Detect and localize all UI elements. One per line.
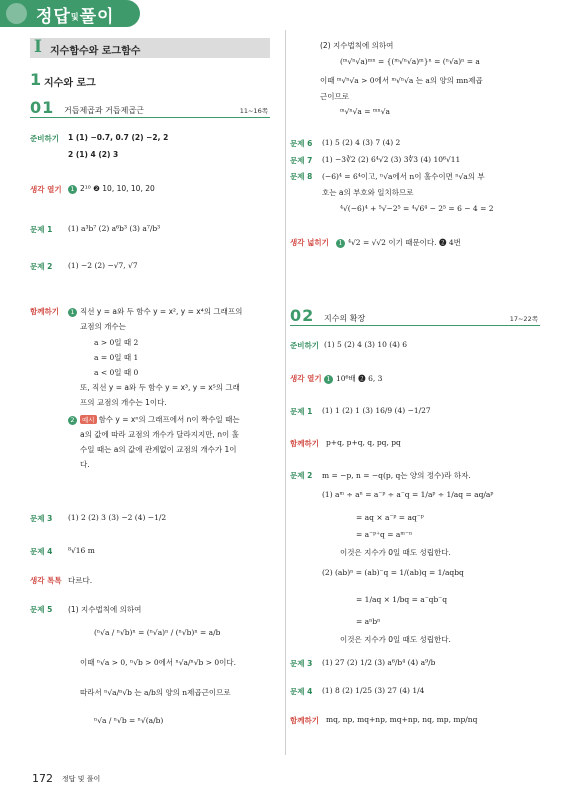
prep2-answer: (1) 5 (2) 4 (3) 10 (4) 6 xyxy=(324,340,408,349)
r5: ᵐ√ⁿ√a = ᵐⁿ√a xyxy=(340,107,391,116)
section-title: 지수와 로그 xyxy=(44,78,96,89)
header-tab xyxy=(0,0,140,27)
q2-line-2: (1) aᵐ ÷ aⁿ = a⁻ᵖ ÷ a⁻q = 1/aᵖ ÷ 1/aq = aq/aᵖ xyxy=(322,490,494,499)
p7-answer: (1) −3∛2 (2) 6⁴√2 (3) 3∜3 (4) 10⁶√11 xyxy=(322,155,461,164)
header-title-2: 풀이 xyxy=(79,7,115,27)
badge-1c: 1 xyxy=(336,239,345,248)
p6-label: 문제 6 xyxy=(290,139,313,148)
t3: a > 0일 때 2 xyxy=(94,338,139,347)
prep-1: 1 (1) −0.7, 0.7 (2) −2, 2 xyxy=(68,133,169,142)
p5-line-3: 이때 ⁿ√a > 0, ⁿ√b > 0에서 ⁿ√a/ⁿ√b > 0이다. xyxy=(80,658,237,667)
think2-label: 생각 열기 xyxy=(290,374,322,383)
chapter-title: 지수함수와 로그함수 xyxy=(50,46,141,57)
decor-circle xyxy=(6,3,27,24)
wide-text: ⁴√2 = √√2 이기 때문이다. ❷ 4번 xyxy=(348,238,461,247)
r1: (2) 지수법칙에 의하여 xyxy=(320,41,394,50)
q2-line-8: = aⁿbⁿ xyxy=(356,617,381,626)
q2-line-7: = 1/aq × 1/bq = a⁻qb⁻q xyxy=(356,595,448,604)
wide-label: 생각 넓히기 xyxy=(290,238,329,247)
p8-line-3: ⁴√(−6)⁴ + ⁵√−2⁵ = ⁴√6⁴ − 2⁵ = 6 − 4 = 2 xyxy=(340,204,494,213)
prep2-label: 준비하기 xyxy=(290,341,319,350)
footer-text: 정답 및 풀이 xyxy=(62,775,101,783)
q4-label: 문제 4 xyxy=(290,687,313,696)
page-number: 172 xyxy=(32,772,53,785)
think-line xyxy=(68,184,155,194)
p8-line-2: 호는 a의 부호와 일치하므로 xyxy=(322,188,414,197)
p1-answer: (1) a³b⁷ (2) a⁶b³ (3) a⁷/b³ xyxy=(68,224,161,233)
prep-2: 2 (1) 4 (2) 3 xyxy=(68,150,119,159)
q1-answer: (1) 1 (2) 1 (3) 16/9 (4) −1/27 xyxy=(322,406,431,415)
think2-text: 10⁶배 ❷ 6, 3 xyxy=(336,374,383,383)
chapter-bar xyxy=(30,38,270,58)
t4: a = 0일 때 1 xyxy=(94,353,139,362)
p8-line-1: (−6)⁴ = 6⁴이고, ⁿ√a에서 n이 홀수이면 ⁿ√a의 부 xyxy=(322,172,485,181)
q3-answer: (1) 27 (2) 1/2 (3) a⁶/b⁴ (4) a⁹/b xyxy=(322,658,436,667)
think-label: 생각 열기 xyxy=(30,185,62,194)
p2-label: 문제 2 xyxy=(30,262,53,271)
p2-answer: (1) −2 (2) −√7, √7 xyxy=(68,261,138,270)
topic-01-number: 01 xyxy=(30,98,55,117)
p5-line-4: 따라서 ⁿ√a/ⁿ√b 는 a/b의 양의 n제곱근이므로 xyxy=(80,688,231,697)
t2: 교점의 개수는 xyxy=(80,322,126,331)
badge-1b: 1 xyxy=(68,308,77,317)
p5-line-5: ⁿ√a / ⁿ√b = ⁿ√(a/b) xyxy=(94,716,164,725)
q2-label: 문제 2 xyxy=(290,471,313,480)
q2-line-4: = a⁻ᵖ⁺q = aᵐ⁻ⁿ xyxy=(356,530,413,539)
p1-label: 문제 1 xyxy=(30,225,53,234)
q1-label: 문제 1 xyxy=(290,407,313,416)
topic-02-pages: 17~22쪽 xyxy=(509,315,538,323)
topic-01-bar xyxy=(30,98,270,118)
topic-01-pages: 11~16쪽 xyxy=(239,107,268,115)
t6: 또, 직선 y = a와 두 함수 y = x³, y = x⁵의 그래 xyxy=(80,383,240,392)
topic-01-title: 거듭제곱과 거듭제곱근 xyxy=(64,106,144,115)
more-label: 생각 톡톡 xyxy=(30,576,62,585)
t11: 다. xyxy=(80,460,90,469)
tog-answer: p+q, p+q, q, pq, pq xyxy=(326,438,401,447)
together-line-8 xyxy=(68,414,240,425)
more-answer: 다르다. xyxy=(68,576,93,585)
p7-label: 문제 7 xyxy=(290,156,313,165)
topic-02-title: 지수의 확장 xyxy=(324,314,366,323)
prep-label: 준비하기 xyxy=(30,134,59,143)
q2-line-5: 이것은 지수가 0일 때도 성립한다. xyxy=(340,548,451,557)
r3: 이때 ᵐ√ⁿ√a > 0에서 ᵐ√ⁿ√a 는 a의 양의 mn제곱 xyxy=(320,76,483,85)
q3-label: 문제 3 xyxy=(290,659,313,668)
tog2-label: 함께하기 xyxy=(290,716,319,725)
r4: 근이므로 xyxy=(320,92,349,101)
column-divider xyxy=(285,30,286,755)
p4-label: 문제 4 xyxy=(30,547,53,556)
p4-answer: ⁸√16 m xyxy=(68,546,95,555)
think2-line xyxy=(324,373,382,384)
section-number: 1 xyxy=(30,70,42,89)
q4-answer: (1) 8 (2) 1/25 (3) 27 (4) 1/4 xyxy=(322,686,425,695)
p3-label: 문제 3 xyxy=(30,514,53,523)
together-label: 함께하기 xyxy=(30,307,59,316)
p3-answer: (1) 2 (2) 3 (3) −2 (4) −1/2 xyxy=(68,513,167,522)
example-badge: 예시 xyxy=(82,416,95,424)
topic-02-number: 02 xyxy=(290,306,315,325)
q2-line-1: m = −p, n = −q(p, q는 양의 정수)라 하자. xyxy=(322,471,471,480)
p6-answer: (1) 5 (2) 4 (3) 7 (4) 2 xyxy=(322,138,401,147)
wide-line xyxy=(336,237,461,248)
p8-label: 문제 8 xyxy=(290,172,313,181)
t5: a < 0일 때 0 xyxy=(94,368,139,377)
t7: 프의 교점의 개수는 1이다. xyxy=(80,398,167,407)
header-and: 및 xyxy=(70,12,80,22)
p5-label: 문제 5 xyxy=(30,605,53,614)
badge-2: 2 xyxy=(68,416,77,425)
think-text: 2¹⁰ ❷ 10, 10, 10, 20 xyxy=(80,184,155,193)
p5-line-2: (ⁿ√a / ⁿ√b)ⁿ = (ⁿ√a)ⁿ / (ⁿ√b)ⁿ = a/b xyxy=(94,628,221,637)
topic-02-bar xyxy=(290,306,540,326)
t8: 함수 y = xⁿ의 그래프에서 n이 짝수일 때는 xyxy=(98,415,240,424)
badge-1d: 1 xyxy=(324,375,333,384)
badge-1: 1 xyxy=(68,185,77,194)
q2-line-6: (2) (ab)ⁿ = (ab)⁻q = 1/(ab)q = 1/aqbq xyxy=(322,568,464,577)
p5-line-1: (1) 지수법칙에 의하여 xyxy=(68,605,142,614)
t9: a의 값에 따라 교점의 개수가 달라지지만, n이 홀 xyxy=(80,430,239,439)
t10: 수일 때는 a의 값에 관계없이 교점의 개수가 1이 xyxy=(80,445,237,454)
q2-line-3: = aq × a⁻ᵖ = aq⁻ᵖ xyxy=(356,513,424,522)
together-line-1 xyxy=(68,306,242,317)
header-title xyxy=(36,2,114,27)
q2-line-9: 이것은 지수가 0일 때도 성립한다. xyxy=(340,635,451,644)
header-title-1: 정답 xyxy=(36,7,71,27)
chapter-number: I xyxy=(34,37,42,57)
tog2-answer: mq, np, mq+np, mq+np, nq, mp, mp/nq xyxy=(326,715,478,724)
tog-label: 함께하기 xyxy=(290,439,319,448)
t1: 직선 y = a와 두 함수 y = x², y = x⁴의 그래프의 xyxy=(80,307,243,316)
r2: (ᵐ√ⁿ√a)ᵐⁿ = {(ᵐ√ⁿ√a)ᵐ}ⁿ = (ⁿ√a)ⁿ = a xyxy=(340,57,480,66)
